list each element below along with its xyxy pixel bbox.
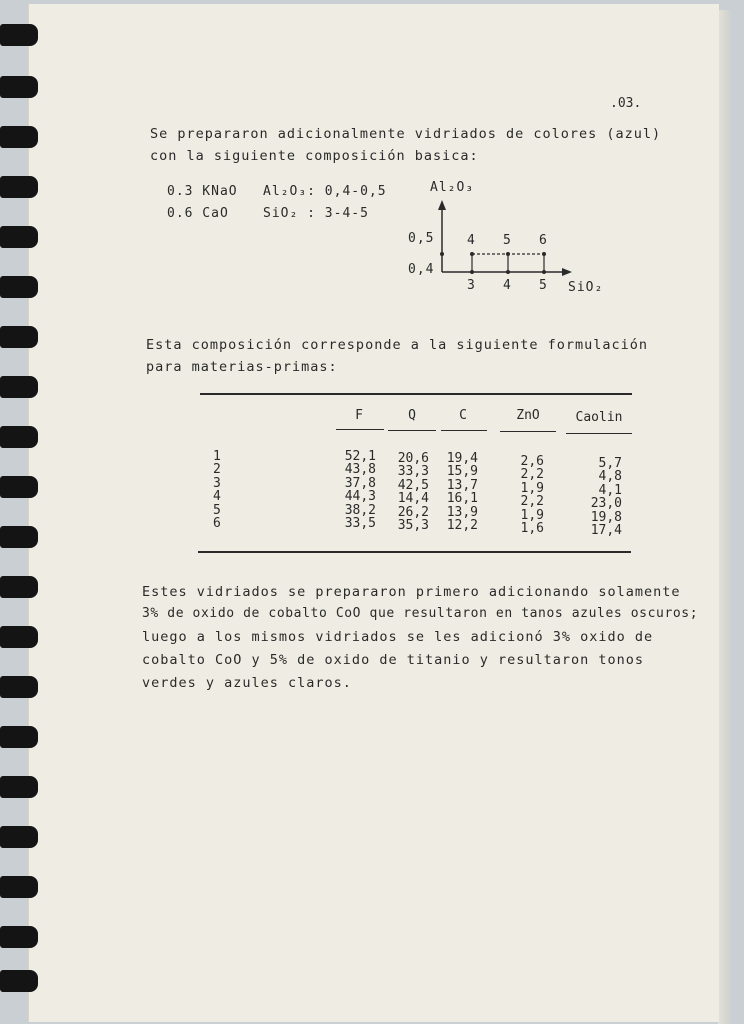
column-zno bbox=[498, 455, 544, 535]
formulation-intro-line-1: Esta composición corresponde a la siguiente formulación bbox=[146, 337, 649, 353]
row-id: 6 bbox=[213, 515, 221, 531]
composition-label-1: Al₂O₃: 0,4-0,5 bbox=[263, 184, 387, 199]
formulation-intro-line-2: para materias-primas: bbox=[146, 359, 338, 375]
table-cell: 44,3 bbox=[344, 489, 376, 505]
table-cell: 1,6 bbox=[520, 520, 544, 536]
table-cell: 5,7 bbox=[598, 456, 622, 471]
table-cell: 2,2 bbox=[520, 494, 544, 510]
column-caolin bbox=[574, 457, 622, 537]
table-row-ids bbox=[213, 450, 225, 530]
row-id: 4 bbox=[213, 489, 221, 505]
table-cell: 37,8 bbox=[344, 475, 376, 491]
binding-ring bbox=[0, 926, 38, 948]
table-cell: 1,9 bbox=[520, 480, 544, 496]
table-cell: 12,2 bbox=[446, 517, 478, 533]
diagram-x-tick: 4 bbox=[503, 278, 512, 293]
conclusion-line-3: luego a los mismos vidriados se les adicionó 3% oxido de bbox=[142, 629, 654, 645]
header-underline bbox=[500, 431, 556, 432]
diagram-y-axis-label: Al₂O₃ bbox=[430, 180, 475, 195]
table-cell: 14,4 bbox=[397, 491, 429, 507]
table-cell: 13,9 bbox=[446, 504, 478, 520]
table-cell: 4,8 bbox=[598, 469, 622, 485]
table-cell: 35,3 bbox=[397, 517, 429, 533]
binding-ring bbox=[0, 326, 38, 348]
intro-line-2: con la siguiente composición basica: bbox=[150, 148, 479, 164]
binding-ring bbox=[0, 476, 38, 498]
table-cell: 17,4 bbox=[590, 522, 622, 538]
table-cell: 42,5 bbox=[397, 477, 429, 493]
table-header-c: C bbox=[459, 408, 467, 423]
column-c bbox=[432, 452, 478, 532]
diagram-point-label: 5 bbox=[503, 233, 512, 248]
table-bottom-rule bbox=[198, 551, 631, 553]
binding-ring bbox=[0, 626, 38, 648]
diagram-axes bbox=[0, 0, 744, 320]
binding-ring bbox=[0, 826, 38, 848]
diagram-x-tick: 5 bbox=[539, 278, 548, 293]
table-cell: 23,0 bbox=[590, 496, 622, 512]
table-cell: 4,1 bbox=[598, 482, 622, 498]
table-header-f: F bbox=[355, 408, 363, 423]
row-id: 1 bbox=[213, 449, 221, 464]
header-underline bbox=[336, 429, 384, 430]
binding-ring bbox=[0, 676, 38, 698]
header-underline bbox=[566, 433, 632, 434]
table-cell: 19,8 bbox=[590, 509, 622, 525]
table-cell: 33,3 bbox=[397, 464, 429, 480]
table-cell: 38,2 bbox=[344, 502, 376, 518]
binding-ring bbox=[0, 726, 38, 748]
composition-label-2: SiO₂ : 3-4-5 bbox=[263, 206, 369, 221]
binding-ring bbox=[0, 426, 38, 448]
row-id: 2 bbox=[213, 462, 221, 478]
binding-ring bbox=[0, 376, 38, 398]
row-id: 5 bbox=[213, 502, 221, 518]
diagram-x-axis-label: SiO₂ bbox=[568, 280, 604, 295]
conclusion-line-4: cobalto CoO y 5% de oxido de titanio y resultaron tonos bbox=[142, 652, 645, 668]
conclusion-line-2: 3% de oxido de cobalto CoO que resultaron en tanos azules oscuros; bbox=[142, 606, 699, 621]
binding-ring bbox=[0, 526, 38, 548]
table-header-caolin: Caolin bbox=[575, 410, 623, 425]
conclusion-line-1: Estes vidriados se prepararon primero adicionando solamente bbox=[142, 584, 681, 600]
table-cell: 15,9 bbox=[446, 464, 478, 480]
table-cell: 1,9 bbox=[520, 507, 544, 523]
diagram-x-tick: 3 bbox=[467, 278, 476, 293]
intro-line-1: Se prepararon adicionalmente vidriados de colores (azul) bbox=[150, 126, 662, 142]
table-cell: 19,4 bbox=[446, 451, 478, 466]
table-cell: 33,5 bbox=[344, 515, 376, 531]
binding-ring bbox=[0, 876, 38, 898]
composition-oxide-1: 0.3 KNaO bbox=[167, 184, 238, 199]
row-id: 3 bbox=[213, 475, 221, 491]
table-header-q: Q bbox=[408, 408, 416, 423]
diagram-point-label: 4 bbox=[467, 233, 476, 248]
header-underline bbox=[388, 430, 436, 431]
binding-ring bbox=[0, 970, 38, 992]
table-cell: 20,6 bbox=[397, 451, 429, 466]
composition-oxide-2: 0.6 CaO bbox=[167, 206, 229, 221]
binding-ring bbox=[0, 776, 38, 798]
table-cell: 52,1 bbox=[344, 449, 376, 464]
conclusion-line-5: verdes y azules claros. bbox=[142, 675, 352, 691]
table-cell: 13,7 bbox=[446, 477, 478, 493]
binding-ring bbox=[0, 576, 38, 598]
table-header-zno: ZnO bbox=[516, 408, 540, 423]
diagram-point-label: 6 bbox=[539, 233, 548, 248]
header-underline bbox=[441, 430, 487, 431]
table-cell: 16,1 bbox=[446, 491, 478, 507]
diagram-y-tick: 0,5 bbox=[408, 231, 435, 246]
table-cell: 43,8 bbox=[344, 462, 376, 478]
table-cell: 2,2 bbox=[520, 467, 544, 483]
diagram-y-tick: 0,4 bbox=[408, 262, 435, 277]
column-q bbox=[383, 452, 429, 532]
table-cell: 2,6 bbox=[520, 454, 544, 469]
table-top-rule bbox=[200, 393, 632, 395]
table-cell: 26,2 bbox=[397, 504, 429, 520]
column-f bbox=[330, 450, 376, 530]
page-number: .03. bbox=[610, 96, 642, 111]
